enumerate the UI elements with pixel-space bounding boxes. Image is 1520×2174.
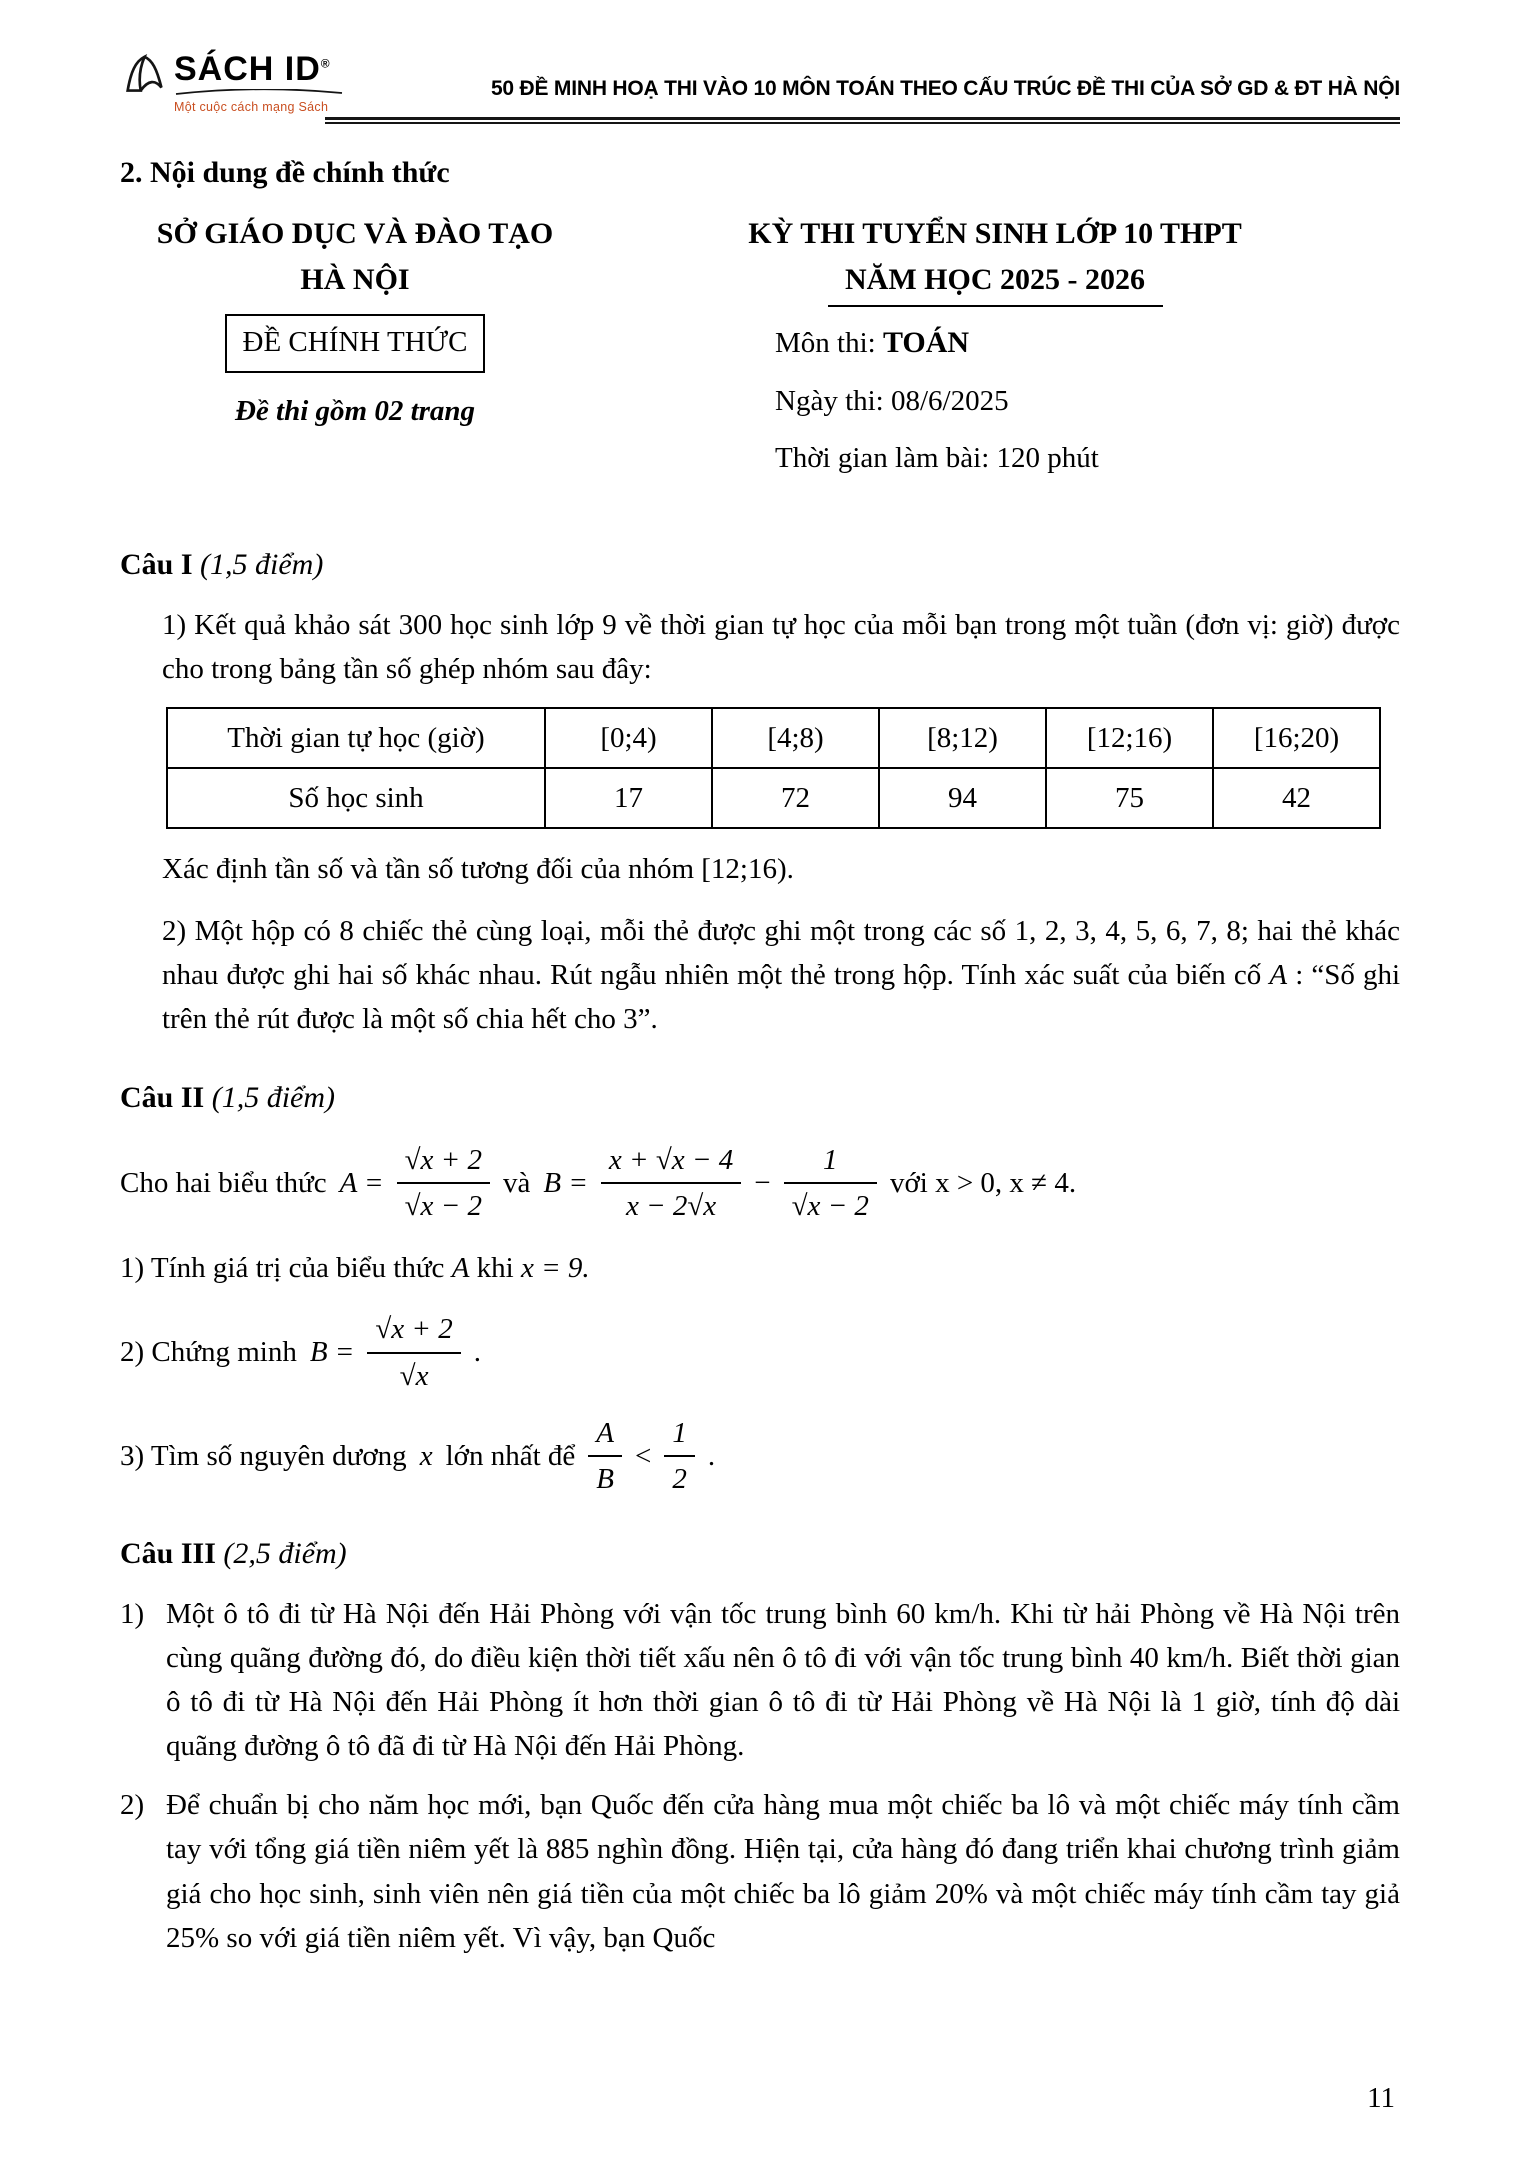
registered-mark: ® [320, 56, 331, 71]
subject-value: TOÁN [882, 326, 970, 360]
less-than-sign: < [634, 1439, 652, 1472]
cau1-part2-text [120, 909, 1400, 1041]
table-count-cell: 72 [712, 768, 879, 828]
section-title: 2. Nội dung đề chính thức [120, 155, 450, 189]
cau3-title: Câu III [120, 1537, 216, 1571]
cau1-part2-post: : “Số ghi trên thẻ rút được là một số chia hết cho 3”. [162, 959, 1401, 1036]
cau2-part1 [120, 1246, 1400, 1290]
official-exam-box: ĐỀ CHÍNH THỨC [225, 314, 486, 372]
header-banner: 50 ĐỀ MINH HOẠ THI VÀO 10 MÔN TOÁN THEO CẤU TRÚC ĐỀ THI CỦA SỞ GD & ĐT HÀ NỘI [490, 76, 1400, 100]
minus-sign: − [754, 1166, 771, 1199]
exam-duration: Thời gian làm bài: 120 phút [775, 442, 1099, 475]
cau1-part2-pre: 2) Một hộp có 8 chiếc thẻ cùng loại, mỗi thẻ được ghi một trong các số 1, 2, 3, 4, 5, 6, 7, 8; hai thẻ khác nhau được ghi hai số khác nhau. Rút ngẫu nhiên một thẻ trong hộp. Tính xác suất của biến cố [162, 915, 1400, 992]
item-number: 2) [120, 1789, 145, 1822]
logo-title [174, 52, 344, 88]
fraction-numerator: x + √x − 4 [601, 1141, 741, 1184]
sachid-logo [120, 52, 344, 117]
period: . [707, 1439, 716, 1472]
fraction-denominator: √x [399, 1359, 429, 1392]
expression-A-lhs: A = [339, 1166, 384, 1199]
cau3-heading [120, 1531, 1400, 1577]
cau1-heading [120, 542, 1400, 588]
cau2-part2 [120, 1310, 1400, 1394]
cau2-part1-pre: 1) Tính giá trị của biểu thức [120, 1252, 445, 1285]
cau1-part1-text: 1) Kết quả khảo sát 300 học sinh lớp 9 về thời gian tự học của mỗi bạn trong một tuần (đơn vị: giờ) được cho trong bảng tần số ghép nhóm sau đây: [162, 608, 1400, 685]
item-number: 1) [120, 1598, 145, 1631]
cau2-part1-mid: khi [476, 1252, 514, 1285]
official-box-wrap [120, 314, 590, 372]
fraction-denominator: √x − 2 [791, 1190, 869, 1223]
table-header-label: Thời gian tự học (giờ) [167, 708, 545, 768]
table-interval-cell: [12;16) [1046, 708, 1213, 768]
school-year-underline [828, 305, 1163, 307]
cau3-points: (2,5 điểm) [223, 1537, 347, 1571]
expression-B-lhs: B = [309, 1336, 355, 1369]
cau1-title: Câu I [120, 548, 193, 582]
fraction-one-half [664, 1414, 695, 1498]
header-divider [325, 117, 1400, 124]
fraction-numerator: √x + 2 [367, 1310, 460, 1353]
cau3-part1-text: Một ô tô đi từ Hà Nội đến Hải Phòng với vận tốc trung bình 60 km/h. Khi từ hải Phòng về Hà Nội trên cùng quãng đường đó, do điều kiện thời tiết xấu nên ô tô đi với vận tốc trung bình 40 km/h. Biết thời gian ô tô đi từ Hà Nội đến Hải Phòng ít hơn thời gian ô tô đi từ Hải Phòng về Hà Nội là 1 giờ, tính độ dài quãng đường ô tô đã đi từ Hà Nội đến Hải Phòng. [166, 1598, 1400, 1763]
variable-x: x [419, 1439, 433, 1472]
table-interval-cell: [8;12) [879, 708, 1046, 768]
fraction-denominator: 2 [672, 1463, 687, 1496]
cau2-part3 [120, 1414, 1400, 1498]
event-variable: A [1269, 959, 1288, 992]
school-year: NĂM HỌC 2025 - 2026 [845, 262, 1145, 296]
logo-swoosh [174, 89, 344, 96]
cau2-points: (1,5 điểm) [211, 1081, 335, 1115]
exam-header-right [590, 211, 1400, 480]
cau2-part3-pre: 3) Tìm số nguyên dương [120, 1439, 407, 1472]
table-row-label: Số học sinh [167, 768, 545, 828]
fraction-B1 [601, 1141, 741, 1225]
fraction-denominator: B [596, 1463, 614, 1496]
logo-text [174, 52, 344, 117]
fraction-B-result [367, 1310, 460, 1394]
book-logo-icon [120, 52, 166, 100]
fraction-denominator: √x − 2 [404, 1190, 482, 1223]
cau2-intro-pre: Cho hai biểu thức [120, 1166, 327, 1199]
table-interval-cell: [4;8) [712, 708, 879, 768]
conditions-text: với x > 0, x ≠ 4. [889, 1166, 1077, 1199]
page-number: 11 [1367, 2081, 1395, 2114]
fraction-numerator: 1 [784, 1141, 877, 1184]
frequency-table [166, 707, 1381, 829]
variable-x-equals-9: x = 9. [520, 1252, 590, 1285]
fraction-A-over-B [588, 1414, 622, 1498]
department-name: SỞ GIÁO DỤC VÀ ĐÀO TẠO [156, 217, 554, 251]
subject-label: Môn thi: [775, 327, 876, 360]
fraction-denominator: x − 2√x [625, 1190, 717, 1223]
logo-title-text: SÁCH ID [174, 50, 321, 88]
pages-note: Đề thi gồm 02 trang [234, 394, 476, 427]
cau3-part1 [120, 1592, 1400, 1768]
fraction-A [397, 1141, 490, 1225]
table-header-row [167, 708, 1380, 768]
table-interval-cell: [16;20) [1213, 708, 1380, 768]
cau2-heading [120, 1075, 1400, 1121]
page-header [120, 52, 1400, 117]
expression-B-lhs: B = [543, 1166, 588, 1199]
cau2-intro-expression [120, 1141, 1400, 1225]
cau3-part2-text: Để chuẩn bị cho năm học mới, bạn Quốc đến cửa hàng mua một chiếc ba lô và một chiếc máy tính cầm tay với tổng giá tiền niêm yết là 885 nghìn đồng. Hiện tại, cửa hàng đó đang triển khai chương trình giảm giá cho học sinh, sinh viên nên giá tiền của một chiếc ba lô giảm 20% và một chiếc máy tính cầm tay giả 25% so với giá tiền niêm yết. Vì vậy, bạn Quốc [166, 1789, 1400, 1954]
fraction-B2 [784, 1141, 877, 1225]
fraction-numerator: √x + 2 [397, 1141, 490, 1184]
variable-A: A [451, 1252, 470, 1285]
table-interval-cell: [0;4) [545, 708, 712, 768]
table-count-cell: 17 [545, 768, 712, 828]
cau3-part2 [120, 1783, 1400, 1959]
cau1-points: (1,5 điểm) [200, 548, 324, 582]
exam-header-left [120, 211, 590, 480]
cau2-part3-mid: lớn nhất để [445, 1439, 576, 1472]
table-count-cell: 42 [1213, 768, 1380, 828]
period: . [473, 1336, 481, 1369]
cau2-part2-pre: 2) Chứng minh [120, 1336, 297, 1369]
fraction-numerator: 1 [664, 1414, 695, 1457]
cau2-title: Câu II [120, 1081, 205, 1115]
city-name: HÀ NỘI [300, 262, 410, 296]
exam-name: KỲ THI TUYỂN SINH LỚP 10 THPT [748, 217, 1242, 251]
logo-subtitle: Một cuộc cách mạng Sách [174, 99, 329, 114]
table-data-row [167, 768, 1380, 828]
table-count-cell: 94 [879, 768, 1046, 828]
table-count-cell: 75 [1046, 768, 1213, 828]
cau1-part1-conclusion: Xác định tần số và tần số tương đối của nhóm [12;16). [162, 852, 794, 885]
subject-line [590, 320, 1400, 366]
exam-header [120, 211, 1400, 480]
fraction-numerator: A [588, 1414, 622, 1457]
and-word: và [502, 1166, 531, 1199]
exam-date: Ngày thi: 08/6/2025 [775, 385, 1009, 418]
